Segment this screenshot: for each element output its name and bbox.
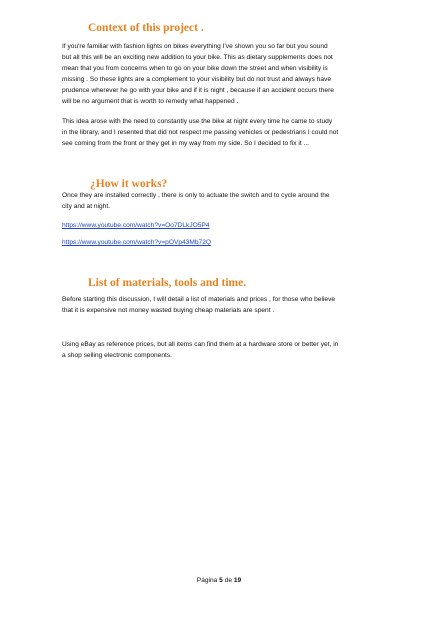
page-number-footer (0, 577, 438, 584)
section-heading-context: Context of this project . (88, 22, 204, 34)
context-paragraph-2: This idea arose with the need to constantly use the bike at night every time he came to study in the library, and I resented that did not respect me passing vehicles or pedestrians I could not see coming from the front or they get in my way from my side. So I decided to fix it ... (62, 118, 339, 147)
footer-middle: de (222, 577, 234, 584)
footer-current-page: 5 (219, 577, 223, 584)
section-heading-materials: List of materials, tools and time. (88, 277, 247, 289)
footer-prefix: Página (196, 577, 220, 584)
materials-paragraph-1: Before starting this discussion, I will detail a list of materials and prices , for those who believe that it is expensive not money wasted buying cheap materials are spent . (62, 296, 336, 314)
section-heading-how-it-works: ¿How it works? (90, 178, 168, 190)
how-it-works-paragraph: Once they are installed correctly , there is only to actuate the switch and to cycle around the city and at night. (62, 192, 330, 210)
context-paragraph-1: If you're familiar with fashion lights on bikes everything I've shown you so far but you sound but all this will be an exciting new addition to your bike. This as dietary supplements does not mean that you from concerns when to go on your bike down the street and when visibility is missing . So these lights are a complement to your visibility but do not trust and always have prudence wherever he go with your bike and if it is night , because if an accident occurs there will be no argument that is worth to remedy what happened . (62, 43, 334, 105)
video-link-2[interactable]: https://www.youtube.com/watch?v=pOVp43Mb72Q (62, 239, 211, 246)
materials-paragraph-2: Using eBay as reference prices, but all items can find them at a hardware store or better yet, in a shop selling electronic components. (62, 341, 339, 359)
footer-total-pages: 19 (233, 577, 242, 584)
video-link-1[interactable]: https://www.youtube.com/watch?v=Oo7DLkJO5P4 (62, 222, 210, 229)
